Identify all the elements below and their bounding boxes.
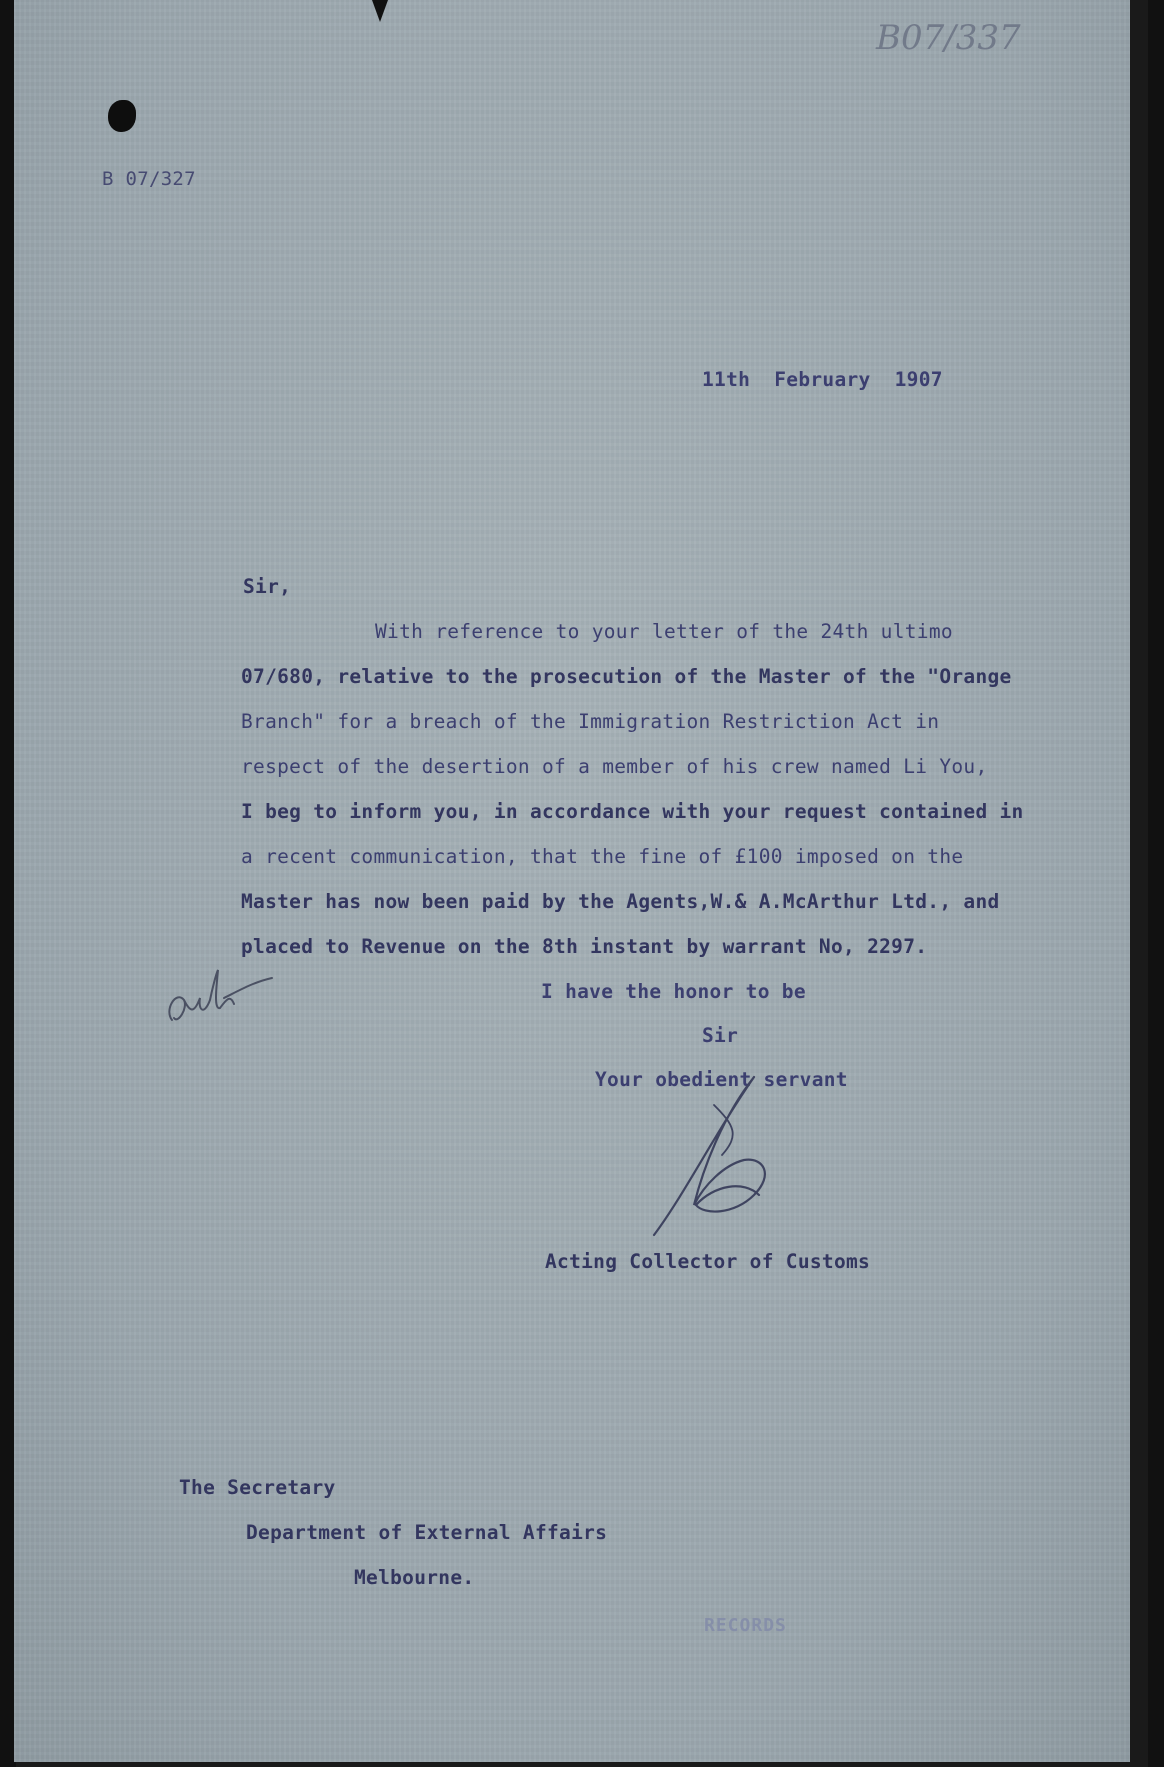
handwritten-signature bbox=[644, 1065, 804, 1245]
body-line: respect of the desertion of a member of his crew named Li You, bbox=[241, 755, 988, 778]
body-line: 07/680, relative to the prosecution of the Master of the "Orange bbox=[241, 665, 1012, 688]
punch-hole bbox=[108, 100, 136, 132]
letter-date: 11th February 1907 bbox=[702, 368, 943, 391]
body-line: a recent communication, that the fine of £100 imposed on the bbox=[241, 845, 964, 868]
scan-edge-right bbox=[1148, 0, 1164, 1767]
salutation: Sir, bbox=[243, 575, 292, 598]
records-stamp: RECORDS bbox=[704, 1615, 787, 1636]
signatory-title: Acting Collector of Customs bbox=[545, 1250, 871, 1273]
closing-line: I have the honor to be bbox=[541, 980, 806, 1003]
body-line: With reference to your letter of the 24th ultimo bbox=[375, 620, 953, 643]
body-line: Master has now been paid by the Agents,W.& A.McArthur Ltd., and bbox=[241, 890, 1000, 913]
body-line: placed to Revenue on the 8th instant by warrant No, 2297. bbox=[241, 935, 928, 958]
addressee-line: Melbourne. bbox=[354, 1566, 475, 1589]
reference-number: B 07/327 bbox=[102, 168, 196, 190]
handwritten-initials bbox=[154, 960, 274, 1040]
body-line: Branch" for a breach of the Immigration Restriction Act in bbox=[241, 710, 940, 733]
addressee-line: Department of External Affairs bbox=[246, 1521, 608, 1544]
handwritten-file-number: B07/337 bbox=[876, 18, 1021, 58]
closing-line: Your obedient servant bbox=[595, 1068, 848, 1091]
addressee-line: The Secretary bbox=[179, 1476, 336, 1499]
closing-line: Sir bbox=[702, 1024, 739, 1047]
page-notch bbox=[372, 0, 388, 22]
letter-page bbox=[14, 0, 1130, 1762]
body-line: I beg to inform you, in accordance with your request contained in bbox=[241, 800, 1024, 823]
